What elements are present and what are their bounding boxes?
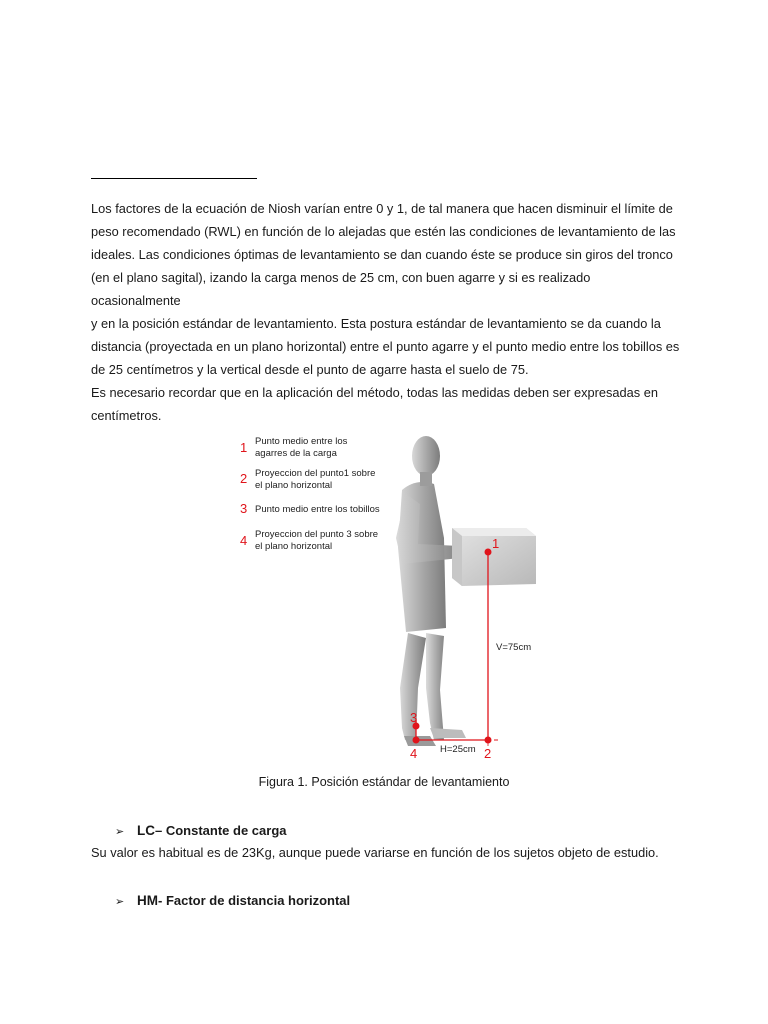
- paragraph-line: (en el plano sagital), izando la carga menos de 25 cm, con buen agarre y si es realizado ocasionalmente: [91, 270, 591, 308]
- legend-text: agarres de la carga: [255, 448, 337, 459]
- section-title: – Constante de carga: [155, 823, 287, 838]
- point-label-4: 4: [410, 746, 418, 761]
- point-label-2: 2: [484, 746, 492, 761]
- arrow-bullet-icon: ➢: [115, 826, 125, 838]
- body-paragraph: [91, 197, 681, 427]
- point-label-3: 3: [410, 710, 418, 725]
- legend-text: Proyeccion del punto 3 sobre: [255, 529, 379, 540]
- legend-item-4: [240, 529, 378, 552]
- paragraph-line: distancia (proyectada en un plano horizontal) entre el punto agarre y el punto medio entre los tobillos es: [91, 339, 680, 354]
- legend-text: Punto medio entre los: [255, 436, 348, 447]
- lifting-posture-figure: [230, 428, 560, 768]
- paragraph-line: y en la posición estándar de levantamiento. Esta postura estándar de levantamiento se da cuando la: [91, 316, 661, 331]
- legend-text: Punto medio entre los tobillos: [255, 504, 380, 515]
- legend-number: 3: [240, 501, 248, 516]
- legend-item-1: [240, 436, 348, 459]
- section-title: - Factor de distancia horizontal: [158, 893, 351, 908]
- paragraph-line: peso recomendado (RWL) en función de lo alejadas que estén las condiciones de levantamiento de las: [91, 224, 676, 239]
- legend-text: el plano horizontal: [255, 541, 333, 552]
- section-heading-hm: [115, 893, 350, 908]
- arrow-bullet-icon: ➢: [115, 896, 125, 908]
- legend-number: 4: [240, 533, 248, 548]
- paragraph-line: Los factores de la ecuación de Niosh varían entre 0 y 1, de tal manera que hacen disminuir el límite de: [91, 201, 673, 216]
- paragraph-line: Es necesario recordar que en la aplicación del método, todas las medidas deben ser expresadas en: [91, 385, 658, 400]
- vertical-distance-label: V=75cm: [496, 642, 532, 653]
- figure-caption: Figura 1. Posición estándar de levantamiento: [258, 775, 510, 789]
- legend-item-2: [240, 468, 375, 491]
- paragraph-line: ideales. Las condiciones óptimas de levantamiento se dan cuando éste se produce sin giros del tronco: [91, 247, 673, 262]
- section-heading-lc: [115, 823, 287, 838]
- legend-number: 2: [240, 471, 248, 486]
- person-figure: [396, 436, 466, 746]
- legend-number: 1: [240, 440, 248, 455]
- legend-text: Proyeccion del punto1 sobre: [255, 468, 376, 479]
- section-key: HM: [137, 893, 158, 908]
- footnote-separator: [91, 178, 257, 179]
- legend-text: el plano horizontal: [255, 480, 333, 491]
- horizontal-distance-label: H=25cm: [440, 744, 476, 755]
- paragraph-line: de 25 centímetros y la vertical desde el punto de agarre hasta el suelo de 75.: [91, 362, 529, 377]
- legend-item-3: [240, 501, 380, 516]
- section-body-lc: Su valor es habitual es de 23Kg, aunque puede variarse en función de los sujetos objeto de estudio.: [91, 845, 659, 860]
- paragraph-line: centímetros.: [91, 408, 162, 423]
- point-label-1: 1: [492, 536, 500, 551]
- section-key: LC: [137, 823, 155, 838]
- figure-illustration: [230, 428, 560, 768]
